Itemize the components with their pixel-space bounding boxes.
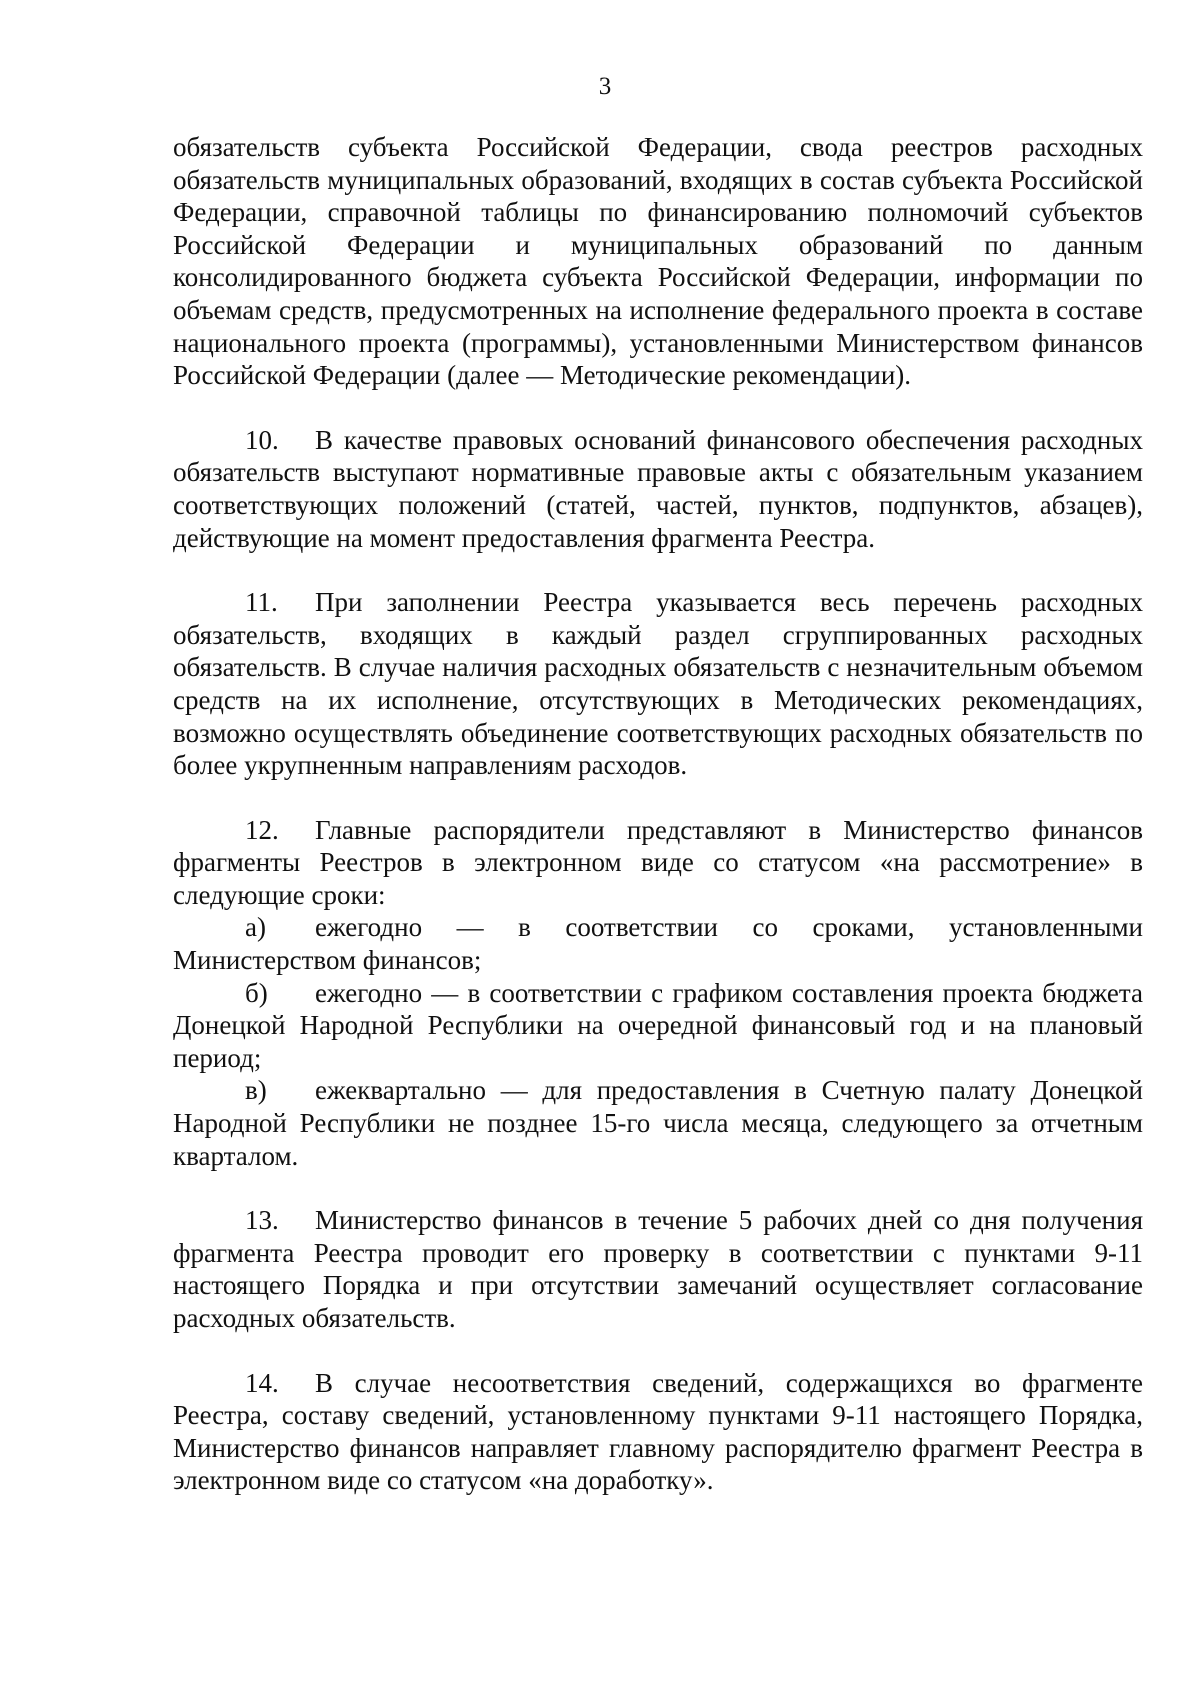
subitem-b-text: ежегодно — в соответствии с графиком составления проекта бюджета Донецкой Народной Республики на очередной финансовый год и на плановый период; xyxy=(173,977,1143,1073)
paragraph-12-text: Главные распорядители представляют в Министерство финансов фрагменты Реестров в электронном виде со статусом «на рассмотрение» в следующие сроки: xyxy=(173,814,1143,910)
paragraph-13 xyxy=(173,1204,1143,1334)
paragraph-11 xyxy=(173,586,1143,782)
subitem-c-text: ежеквартально — для предоставления в Счетную палату Донецкой Народной Республики не позднее 15-го числа месяца, следующего за отчетным кварталом. xyxy=(173,1075,1143,1171)
paragraph-13-text: Министерство финансов в течение 5 рабочих дней со дня получения фрагмента Реестра проводит его проверку в соответствии с пунктами 9-11 настоящего Порядка и при отсутствии замечаний осуществляет согласование расходных обязательств. xyxy=(173,1205,1143,1333)
subitem-a-label: а) xyxy=(245,912,266,943)
intro-paragraph: обязательств субъекта Российской Федерации, свода реестров расходных обязательств муниципальных образований, входящих в состав субъекта Российской Федерации, справочной таблицы по финансированию полномочий субъектов Российской Федерации и муниципальных образований по данным консолидированного бюджета субъекта Российской Федерации, информации по объемам средств, предусмотренных на исполнение федерального проекта в составе национального проекта (программы), установленными Министерством финансов Российской Федерации (далее — Методические рекомендации). xyxy=(173,132,1143,391)
subitem-a xyxy=(173,911,1143,976)
paragraph-11-number: 11. xyxy=(245,587,278,618)
paragraph-14 xyxy=(173,1367,1143,1497)
paragraph-10 xyxy=(173,424,1143,554)
paragraph-11-text: При заполнении Реестра указывается весь перечень расходных обязательств, входящих в каждый раздел сгруппированных расходных обязательств. В случае наличия расходных обязательств с незначительным объемом средств на их исполнение, отсутствующих в Методических рекомендациях, возможно осуществлять объединение соответствующих расходных обязательств по более укрупненным направлениям расходов. xyxy=(173,587,1143,781)
paragraph-14-text: В случае несоответствия сведений, содержащихся во фрагменте Реестра, составу сведений, установленному пунктами 9-11 настоящего Порядка, Министерство финансов направляет главному распорядителю фрагмент Реестра в электронном виде со статусом «на доработку». xyxy=(173,1367,1143,1496)
paragraph-13-number: 13. xyxy=(245,1205,279,1236)
subitem-c xyxy=(173,1074,1143,1172)
document-body xyxy=(173,131,1143,1497)
subitem-a-text: ежегодно — в соответствии со сроками, установленными Министерством финансов; xyxy=(173,912,1143,976)
paragraph-10-number: 10. xyxy=(245,424,279,455)
page-number: 3 xyxy=(598,73,612,100)
paragraph-14-number: 14. xyxy=(245,1367,279,1398)
paragraph-12 xyxy=(173,814,1143,912)
subitem-b-label: б) xyxy=(245,977,268,1008)
subitem-b xyxy=(173,977,1143,1075)
subitem-c-label: в) xyxy=(245,1075,267,1106)
paragraph-10-text: В качестве правовых оснований финансового обеспечения расходных обязательств выступают нормативные правовые акты с обязательным указанием соответствующих положений (статей, частей, пунктов, подпунктов, абзацев), действующие на момент предоставления фрагмента Реестра. xyxy=(173,424,1143,553)
paragraph-12-number: 12. xyxy=(245,814,279,845)
